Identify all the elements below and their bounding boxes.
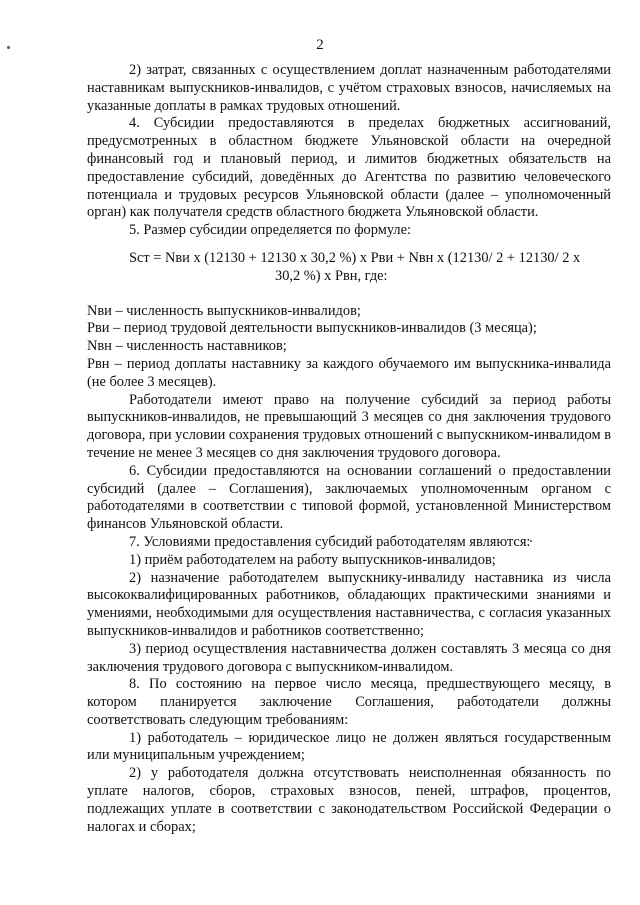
paragraph-8-1: 1) работодатель – юридическое лицо не должен являться государственным или муниципальным учреждением;	[87, 729, 611, 764]
paragraph-8: 8. По состоянию на первое число месяца, предшествующего месяцу, в котором планируется заключение Соглашения, работодатели должны соответствовать следующим требованиям:	[87, 676, 611, 728]
paragraph-7-2: 2) назначение работодателем выпускнику-инвалиду наставника из числа высококвалифицированных работников, обладающих практическими знаниями и умениями, необходимыми для осуществления наставничества, с согласия указанных выпускников-инвалидов и работников соответственно;	[87, 569, 611, 639]
paragraph-7: 7. Условиями предоставления субсидий работодателям являются:	[129, 533, 531, 550]
paragraph-employer-right: Работодатели имеют право на получение субсидий за период работы выпускников-инвалидов, не превышающий 3 месяцев со дня заключения трудового договора, при условии сохранения трудовых отношений с выпускником-инвалидом в течение не менее 3 месяцев со дня заключения трудового договора.	[87, 391, 611, 461]
scan-speck	[530, 540, 532, 542]
paragraph-7-1: 1) приём работодателем на работу выпускников-инвалидов;	[129, 551, 496, 568]
paragraph-6: 6. Субсидии предоставляются на основании соглашений о предоставлении субсидий (далее – Соглашения), заключаемых уполномоченным органом с работодателями в соответствии с типовой формой, установленной Министерством финансов Ульяновской области.	[87, 462, 611, 533]
formula-line-2: 30,2 %) x Рвн, где:	[275, 267, 388, 284]
variable-nvi: Nви – численность выпускников-инвалидов;	[87, 302, 361, 319]
variable-rvi: Рви – период трудовой деятельности выпускников-инвалидов (3 месяца);	[87, 320, 537, 337]
paragraph-3-2: 2) затрат, связанных с осуществлением доплат назначенным работодателями наставникам выпускников-инвалидов, с учётом страховых взносов, начисляемых на указанные доплаты в рамках трудовых отношений.	[87, 62, 611, 114]
paragraph-8-2: 2) у работодателя должна отсутствовать неисполненная обязанность по уплате налогов, сборов, страховых взносов, пеней, штрафов, процентов, подлежащих уплате в соответствии с законодательством Российской Федерации о налогах и сборах;	[87, 765, 611, 835]
formula-line-1: Sст = Nви x (12130 + 12130 x 30,2 %) x Рви + Nвн x (12130/ 2 + 12130/ 2 x	[129, 249, 581, 266]
page-number: 2	[316, 37, 324, 53]
paragraph-7-3: 3) период осуществления наставничества должен составлять 3 месяца со дня заключения трудового договора с выпускником-инвалидом.	[87, 640, 611, 675]
paragraph-5: 5. Размер субсидии определяется по формуле:	[129, 222, 411, 239]
variable-rvn: Рвн – период доплаты наставнику за каждого обучаемого им выпускника-инвалида (не более 3 месяцев).	[87, 355, 611, 390]
subsidy-formula	[87, 250, 611, 286]
document-body	[87, 62, 611, 836]
paragraph-4: 4. Субсидии предоставляются в пределах бюджетных ассигнований, предусмотренных в областном бюджете Ульяновской области на очередной финансовый год и плановый период, и лимитов бюджетных обязательств на предоставление субсидий, доведённых до Агентства по развитию человеческого потенциала и трудовых ресурсов Ульяновской области (далее – уполномоченный орган) как получателя средств областного бюджета Ульяновской области.	[87, 115, 611, 221]
variable-nvn: Nвн – численность наставников;	[87, 338, 287, 355]
scan-speck	[7, 46, 10, 49]
